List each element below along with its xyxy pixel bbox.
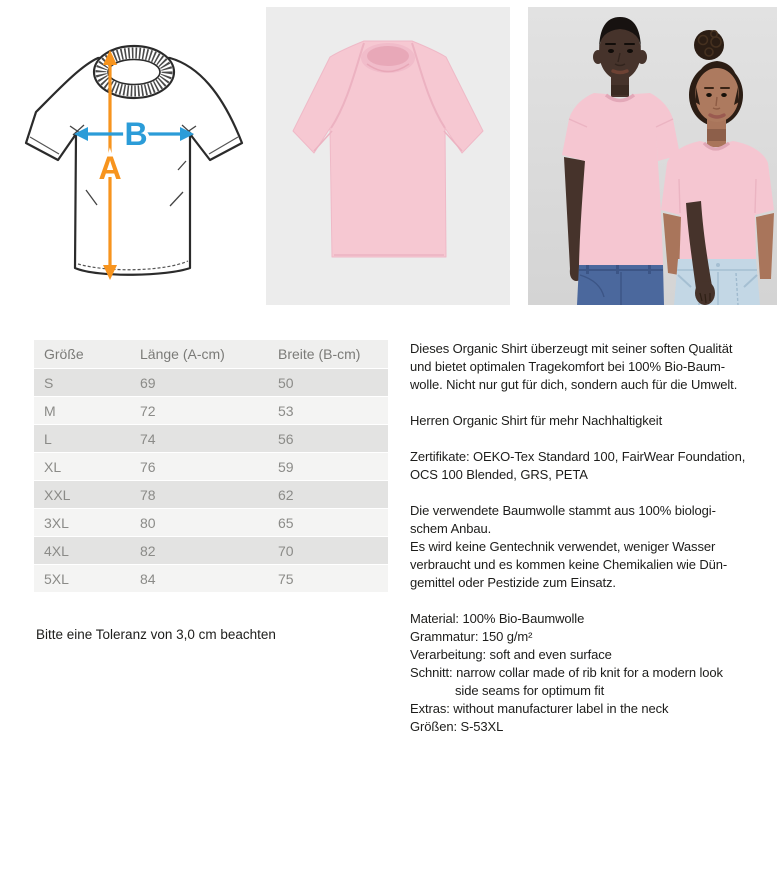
models-wearing-shirts (528, 7, 777, 305)
tshirt-measure-diagram (18, 40, 250, 292)
description-line: und bietet optimalen Tragekomfort bei 100% Bio-Baum- (410, 359, 725, 374)
cell-size: L (44, 430, 52, 447)
tolerance-note: Bitte eine Toleranz von 3,0 cm beachten (36, 627, 276, 642)
description-line: Verarbeitung: soft and even surface (410, 647, 612, 662)
flat-pink-shirt (266, 7, 510, 305)
description-paragraph (410, 412, 772, 430)
cell-size: S (44, 374, 54, 391)
cell-width: 70 (278, 542, 294, 559)
table-row (34, 397, 388, 424)
description-line: Grammatur: 150 g/m² (410, 629, 533, 644)
cell-width: 62 (278, 486, 294, 503)
cell-width: 59 (278, 458, 294, 475)
cell-size: 4XL (44, 542, 69, 559)
description-paragraph (410, 502, 772, 592)
table-row (34, 481, 388, 508)
table-row (34, 425, 388, 452)
cell-width: 53 (278, 402, 294, 419)
description-line: Material: 100% Bio-Baumwolle (410, 611, 585, 626)
description-line: Die verwendete Baumwolle stammt aus 100% biologi- (410, 503, 716, 518)
table-row (34, 509, 388, 536)
cell-size: XXL (44, 486, 71, 503)
description-line: Dieses Organic Shirt überzeugt mit seiner soften Qualität (410, 341, 733, 356)
cell-width: 56 (278, 430, 294, 447)
size-table (34, 340, 388, 593)
models-photo (528, 7, 777, 305)
flat-shirt-photo (266, 7, 510, 305)
header-size: Größe (44, 346, 84, 362)
flat-shirt-shape (293, 41, 483, 257)
cell-width: 75 (278, 570, 294, 587)
size-diagram-image (18, 40, 250, 292)
description-line: OCS 100 Blended, GRS, PETA (410, 467, 588, 482)
description-line: Schnitt: narrow collar made of rib knit for a modern look (410, 665, 723, 680)
description-line: side seams for optimum fit (455, 683, 605, 698)
description-line: wolle. Nicht nur gut für dich, sondern auch für die Umwelt. (410, 377, 738, 392)
cell-size: 3XL (44, 514, 69, 531)
cell-length: 84 (140, 570, 156, 587)
description-paragraph (410, 448, 772, 484)
cell-length: 78 (140, 486, 156, 503)
cell-size: M (44, 402, 56, 419)
description-line: gemittel oder Pestizide zum Einsatz. (410, 575, 616, 590)
size-table-header (34, 340, 388, 368)
cell-width: 65 (278, 514, 294, 531)
cell-size: 5XL (44, 570, 69, 587)
table-row (34, 453, 388, 480)
label-a: A (98, 150, 122, 186)
description-line: Größen: S-53XL (410, 719, 504, 734)
cell-length: 74 (140, 430, 156, 447)
description-line: schem Anbau. (410, 521, 492, 536)
cell-length: 80 (140, 514, 156, 531)
collar (94, 46, 174, 98)
cell-length: 76 (140, 458, 156, 475)
description-line: Zertifikate: OEKO-Tex Standard 100, FairWear Foundation, (410, 449, 746, 464)
cell-length: 69 (140, 374, 156, 391)
header-length: Länge (A-cm) (140, 346, 225, 362)
description-paragraph (410, 610, 772, 736)
cell-size: XL (44, 458, 62, 475)
description-line: Herren Organic Shirt für mehr Nachhaltigkeit (410, 413, 663, 428)
description-line: verbraucht und es kommen keine Chemikalien wie Dün- (410, 557, 728, 572)
cell-width: 50 (278, 374, 294, 391)
description-line: Extras: without manufacturer label in the neck (410, 701, 669, 716)
cell-length: 72 (140, 402, 156, 419)
table-row (34, 537, 388, 564)
description-line: Es wird keine Gentechnik verwendet, weniger Wasser (410, 539, 716, 554)
header-width: Breite (B-cm) (278, 346, 361, 362)
table-row (34, 565, 388, 592)
product-description (410, 340, 772, 736)
description-paragraph (410, 340, 772, 394)
cell-length: 82 (140, 542, 156, 559)
table-row (34, 369, 388, 396)
label-b: B (124, 116, 148, 152)
